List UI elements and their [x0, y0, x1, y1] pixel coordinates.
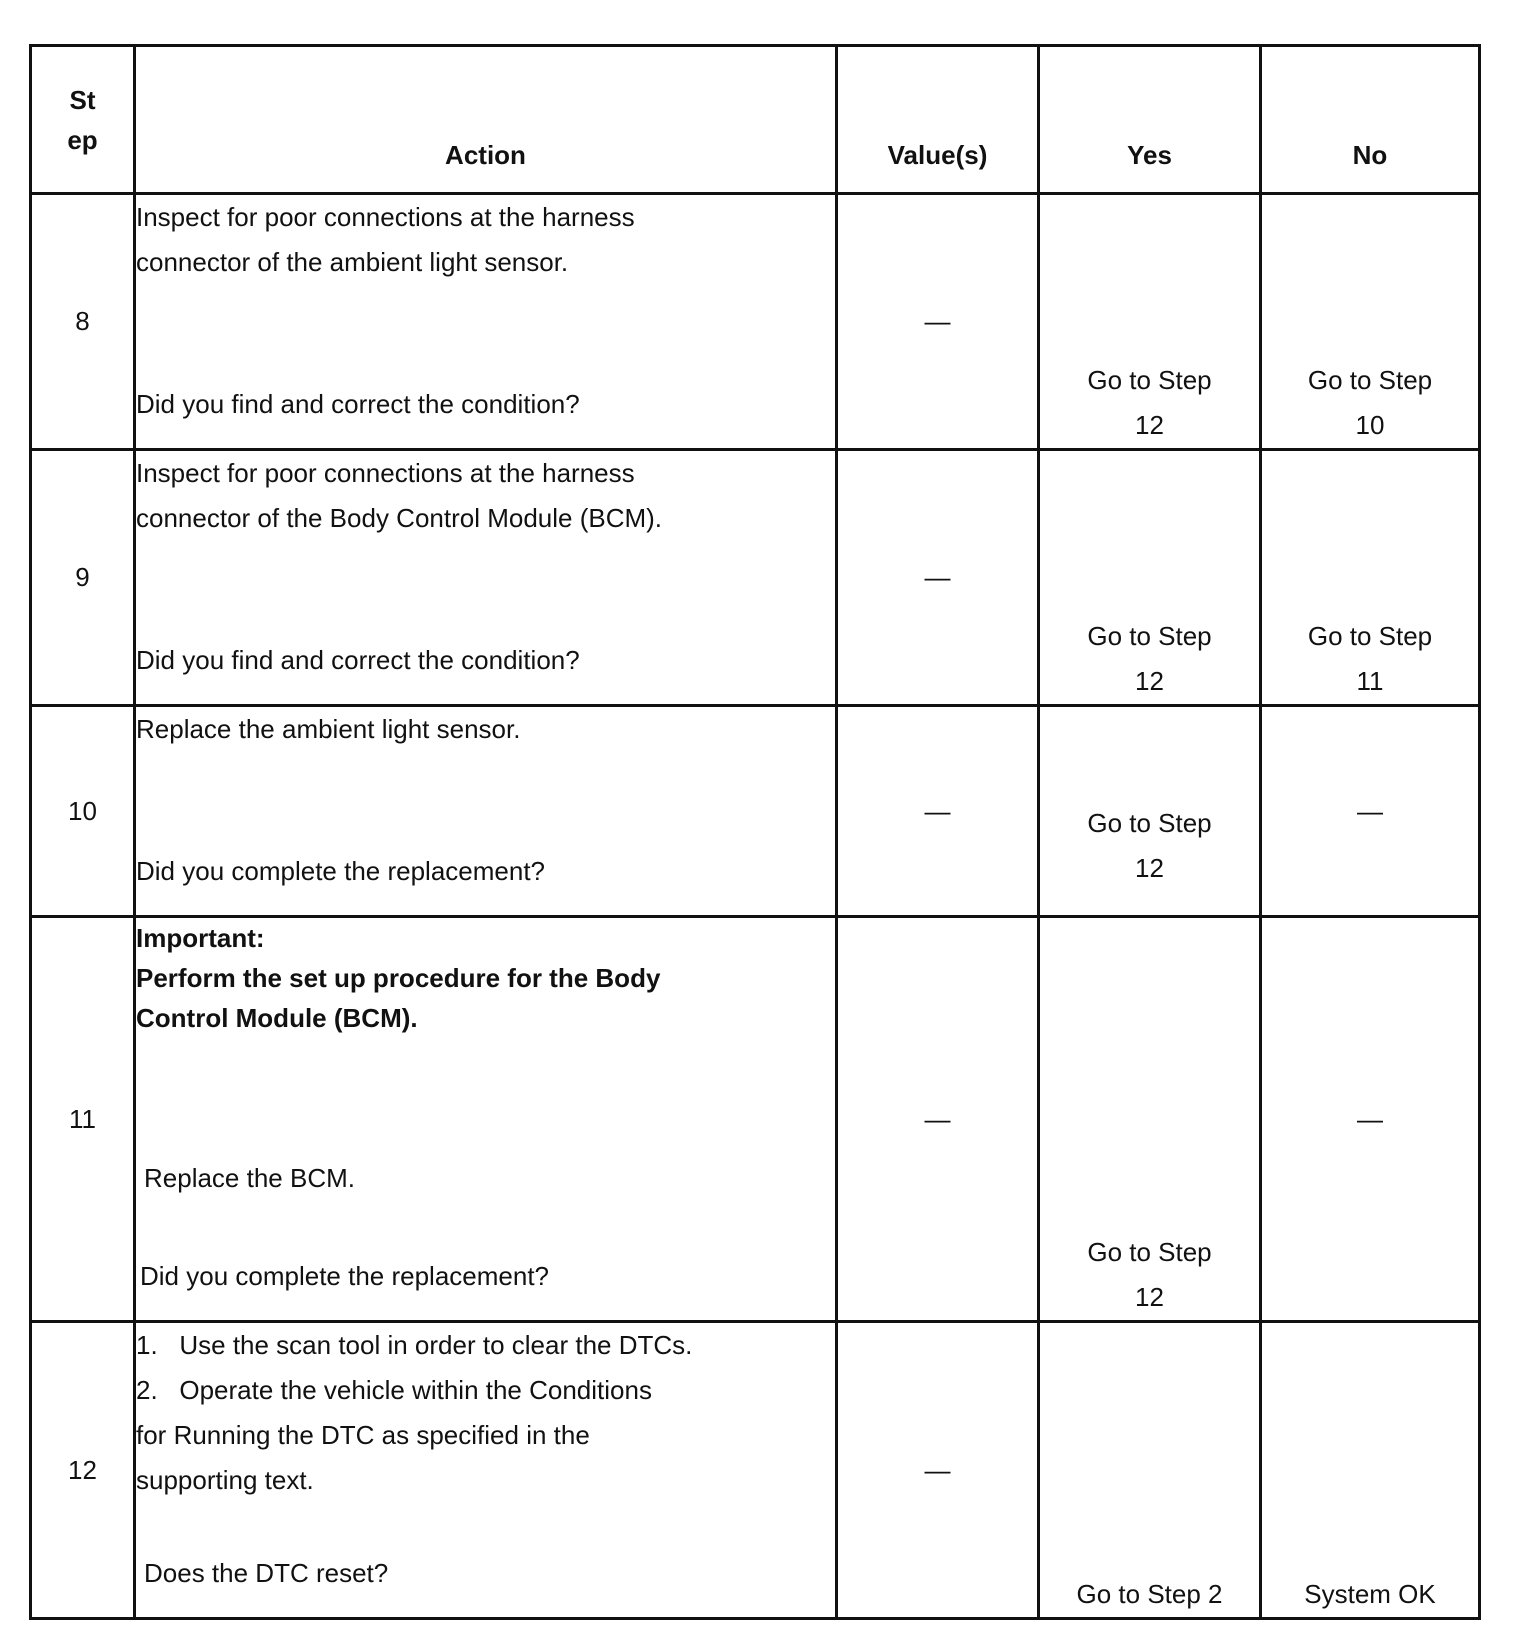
step-header — [31, 46, 135, 194]
step-number: 10 — [31, 706, 135, 917]
action-question: Does the DTC reset? — [144, 1558, 389, 1588]
action-question: Did you complete the replacement? — [136, 856, 546, 886]
action-line: Replace the BCM. — [144, 1163, 355, 1193]
table-row — [31, 1322, 1480, 1619]
yes-step-number: 12 — [1135, 1282, 1164, 1312]
action-line: Replace the ambient light sensor. — [136, 714, 521, 744]
yes-link: Go to Step — [1087, 365, 1212, 395]
action-cell — [135, 1322, 837, 1619]
no-dash: — — [1357, 1103, 1383, 1134]
yes-step-number: 12 — [1135, 410, 1164, 440]
action-line: connector of the Body Control Module (BCM). — [136, 503, 663, 533]
step-number: 8 — [31, 194, 135, 450]
table-row — [31, 917, 1480, 1322]
list-number: 2. — [136, 1375, 158, 1405]
action-cell — [135, 706, 837, 917]
value-cell — [837, 194, 1039, 450]
no-step-number: 10 — [1355, 410, 1385, 440]
step-number: 9 — [31, 450, 135, 706]
yes-link: Go to Step 2 — [1076, 1579, 1223, 1609]
list-item — [136, 1323, 835, 1368]
step-header-top: St — [69, 84, 96, 115]
yes-step-number: 12 — [1135, 853, 1164, 883]
action-cell — [135, 450, 837, 706]
yes-link: Go to Step — [1087, 621, 1212, 651]
value-dash: — — [924, 562, 951, 592]
value-dash: — — [924, 306, 951, 336]
values-header: Value(s) — [837, 46, 1039, 194]
important-line: Perform the set up procedure for the Body — [136, 963, 661, 993]
no-cell — [1261, 1322, 1480, 1619]
value-cell — [837, 450, 1039, 706]
list-number: 1. — [136, 1330, 158, 1360]
list-continuation: for Running the DTC as specified in the — [136, 1420, 590, 1450]
no-link: Go to Step — [1307, 365, 1433, 395]
action-question: Did you find and correct the condition? — [136, 645, 580, 675]
table-row — [31, 706, 1480, 917]
no-cell — [1261, 194, 1480, 450]
no-cell — [1261, 917, 1480, 1322]
list-continuation: supporting text. — [136, 1465, 314, 1495]
yes-cell — [1039, 1322, 1261, 1619]
no-step-number: 11 — [1356, 666, 1384, 696]
yes-cell — [1039, 917, 1261, 1322]
value-dash: — — [924, 1454, 951, 1485]
action-line: Inspect for poor connections at the harness — [136, 458, 635, 488]
action-line: Inspect for poor connections at the harness — [136, 202, 635, 232]
value-cell — [837, 917, 1039, 1322]
action-question: Did you find and correct the condition? — [136, 389, 580, 419]
value-cell — [837, 706, 1039, 917]
step-number: 12 — [31, 1322, 135, 1619]
table-row — [31, 450, 1480, 706]
step-number: 11 — [31, 917, 135, 1322]
yes-step-number: 12 — [1135, 666, 1164, 696]
step-header-bottom: ep — [67, 124, 98, 155]
yes-link: Go to Step — [1087, 1237, 1212, 1267]
no-dash: — — [1357, 795, 1383, 826]
list-text: Use the scan tool in order to clear the DTCs. — [179, 1330, 693, 1360]
important-line: Control Module (BCM). — [136, 1003, 418, 1033]
action-header: Action — [135, 46, 837, 194]
no-link: Go to Step — [1307, 621, 1433, 651]
diagnostic-table — [29, 44, 1481, 1620]
yes-cell — [1039, 706, 1261, 917]
yes-header: Yes — [1039, 46, 1261, 194]
important-label: Important: — [136, 923, 265, 953]
value-cell — [837, 1322, 1039, 1619]
list-text: Operate the vehicle within the Conditions — [179, 1375, 652, 1405]
list-item — [136, 1368, 835, 1413]
yes-cell — [1039, 450, 1261, 706]
no-cell — [1261, 450, 1480, 706]
yes-link: Go to Step — [1087, 808, 1212, 838]
action-cell — [135, 194, 837, 450]
no-cell — [1261, 706, 1480, 917]
action-line: connector of the ambient light sensor. — [136, 247, 569, 277]
action-question: Did you complete the replacement? — [140, 1261, 550, 1291]
yes-cell — [1039, 194, 1261, 450]
no-result: System OK — [1304, 1579, 1436, 1609]
action-cell — [135, 917, 837, 1322]
table-row — [31, 194, 1480, 450]
header-row — [31, 46, 1480, 194]
no-header: No — [1261, 46, 1480, 194]
value-dash: — — [924, 795, 951, 826]
value-dash: — — [924, 1103, 951, 1134]
